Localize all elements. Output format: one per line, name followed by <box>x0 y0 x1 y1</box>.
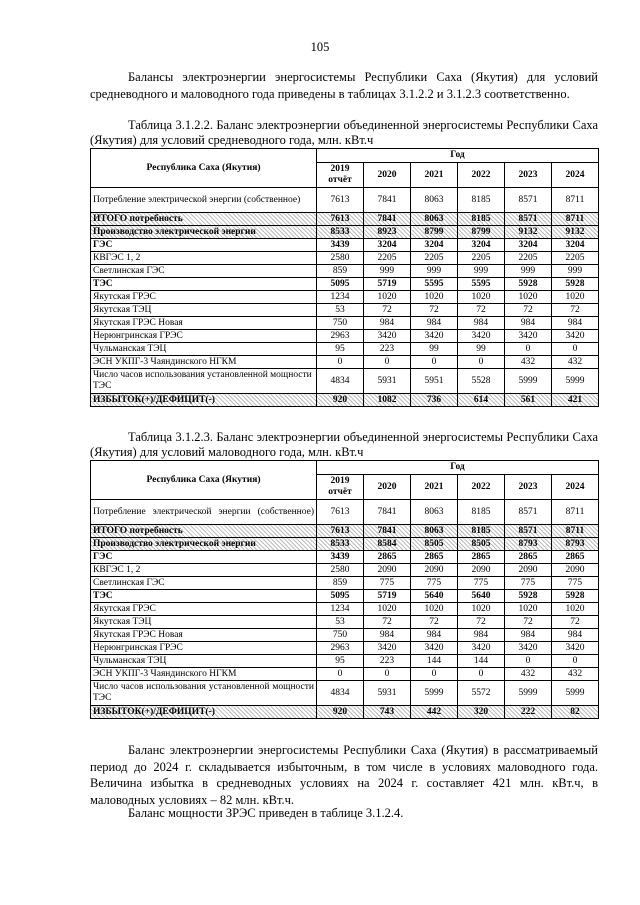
row-label: ЭСН УКПГ-3 Чаяндинского НГКМ <box>91 668 317 681</box>
value-cell: 7841 <box>364 525 411 538</box>
value-cell: 5640 <box>458 590 505 603</box>
value-cell: 3420 <box>411 330 458 343</box>
row-label: Производство электрической энергии <box>91 226 317 239</box>
value-cell: 999 <box>505 265 552 278</box>
row-label: Чульманская ТЭЦ <box>91 343 317 356</box>
table-row <box>91 343 599 356</box>
value-cell: 984 <box>458 317 505 330</box>
value-cell: 775 <box>552 577 599 590</box>
conclusion-paragraph: Баланс электроэнергии энергосистемы Республики Саха (Якутия) в рассматриваемый период до 2024 г. складывается избыточным, в том числе в условиях маловодного года. Величина избытка в средневодных условиях на 2024 г. составляет 421 млн. кВт.ч, в маловодных условиях – 82 млн. кВт.ч. <box>90 743 598 807</box>
balance-table-medium-water <box>90 148 599 407</box>
value-cell: 775 <box>411 577 458 590</box>
value-cell: 999 <box>552 265 599 278</box>
value-cell: 5095 <box>317 590 364 603</box>
value-cell: 859 <box>317 265 364 278</box>
row-label: Число часов использования установленной мощности ТЭС <box>91 369 317 394</box>
value-cell: 5595 <box>458 278 505 291</box>
row-label: Якутская ТЭЦ <box>91 616 317 629</box>
header-year-cell: 2019 отчёт <box>317 475 364 500</box>
value-cell: 1020 <box>458 291 505 304</box>
value-cell: 5640 <box>411 590 458 603</box>
value-cell: 432 <box>505 668 552 681</box>
value-cell: 5999 <box>505 369 552 394</box>
table-row <box>91 538 599 551</box>
value-cell: 8533 <box>317 226 364 239</box>
header-year-cell: 2021 <box>411 163 458 188</box>
value-cell: 5931 <box>364 681 411 706</box>
value-cell: 2090 <box>411 564 458 577</box>
row-label: ИЗБЫТОК(+)/ДЕФИЦИТ(-) <box>91 394 317 407</box>
value-cell: 0 <box>552 343 599 356</box>
value-cell: 750 <box>317 629 364 642</box>
value-cell: 8793 <box>552 538 599 551</box>
balance-table-low-water <box>90 460 599 719</box>
header-year-cell: 2023 <box>505 163 552 188</box>
row-label: ИТОГО потребность <box>91 213 317 226</box>
value-cell: 2090 <box>458 564 505 577</box>
value-cell: 5528 <box>458 369 505 394</box>
value-cell: 95 <box>317 343 364 356</box>
header-year-cell: 2019 отчёт <box>317 163 364 188</box>
value-cell: 8799 <box>458 226 505 239</box>
value-cell: 1020 <box>364 603 411 616</box>
value-cell: 8505 <box>411 538 458 551</box>
table-row <box>91 603 599 616</box>
value-cell: 984 <box>505 629 552 642</box>
value-cell: 2090 <box>364 564 411 577</box>
value-cell: 2865 <box>458 551 505 564</box>
table-row <box>91 577 599 590</box>
value-cell: 8571 <box>505 213 552 226</box>
row-label: Потребление электрической энергии (собственное) <box>91 500 317 525</box>
table-row <box>91 252 599 265</box>
value-cell: 8711 <box>552 213 599 226</box>
table-row <box>91 369 599 394</box>
value-cell: 2580 <box>317 564 364 577</box>
row-label: Светлинская ГЭС <box>91 265 317 278</box>
value-cell: 1020 <box>411 603 458 616</box>
row-label: Число часов использования установленной мощности ТЭС <box>91 681 317 706</box>
row-label: ИТОГО потребность <box>91 525 317 538</box>
table-caption: Таблица 3.1.2.2. Баланс электроэнергии объединенной энергосистемы Республики Саха (Якутия) для условий средневодного года, млн. кВт.ч <box>90 118 598 147</box>
value-cell: 432 <box>552 356 599 369</box>
table-row <box>91 291 599 304</box>
row-label: Якутская ГРЭС Новая <box>91 317 317 330</box>
value-cell: 144 <box>411 655 458 668</box>
table-row <box>91 278 599 291</box>
value-cell: 8533 <box>317 538 364 551</box>
value-cell: 0 <box>364 356 411 369</box>
value-cell: 8711 <box>552 500 599 525</box>
value-cell: 8063 <box>411 213 458 226</box>
row-label: КВГЭС 1, 2 <box>91 564 317 577</box>
value-cell: 5999 <box>505 681 552 706</box>
table-row <box>91 564 599 577</box>
value-cell: 72 <box>458 304 505 317</box>
row-label: ИЗБЫТОК(+)/ДЕФИЦИТ(-) <box>91 706 317 719</box>
value-cell: 743 <box>364 706 411 719</box>
value-cell: 859 <box>317 577 364 590</box>
value-cell: 5999 <box>552 369 599 394</box>
value-cell: 1020 <box>458 603 505 616</box>
value-cell: 8063 <box>411 500 458 525</box>
value-cell: 984 <box>552 317 599 330</box>
table-row <box>91 265 599 278</box>
value-cell: 5928 <box>552 278 599 291</box>
row-label: ГЭС <box>91 239 317 252</box>
table-row <box>91 706 599 719</box>
value-cell: 1020 <box>505 603 552 616</box>
value-cell: 442 <box>411 706 458 719</box>
value-cell: 5928 <box>505 590 552 603</box>
value-cell: 2090 <box>552 564 599 577</box>
value-cell: 8571 <box>505 525 552 538</box>
value-cell: 5572 <box>458 681 505 706</box>
value-cell: 5719 <box>364 278 411 291</box>
value-cell: 7613 <box>317 525 364 538</box>
value-cell: 5595 <box>411 278 458 291</box>
value-cell: 8711 <box>552 188 599 213</box>
value-cell: 4834 <box>317 369 364 394</box>
value-cell: 72 <box>552 304 599 317</box>
value-cell: 561 <box>505 394 552 407</box>
table-row <box>91 330 599 343</box>
value-cell: 3420 <box>458 330 505 343</box>
value-cell: 8185 <box>458 188 505 213</box>
value-cell: 0 <box>317 668 364 681</box>
value-cell: 1234 <box>317 291 364 304</box>
value-cell: 3420 <box>458 642 505 655</box>
header-year-cell: 2022 <box>458 475 505 500</box>
value-cell: 7841 <box>364 213 411 226</box>
value-cell: 0 <box>505 655 552 668</box>
value-cell: 2205 <box>364 252 411 265</box>
value-cell: 2205 <box>458 252 505 265</box>
value-cell: 0 <box>505 343 552 356</box>
value-cell: 614 <box>458 394 505 407</box>
value-cell: 2205 <box>505 252 552 265</box>
value-cell: 222 <box>505 706 552 719</box>
row-label: Производство электрической энергии <box>91 538 317 551</box>
value-cell: 7841 <box>364 500 411 525</box>
value-cell: 3439 <box>317 239 364 252</box>
value-cell: 1082 <box>364 394 411 407</box>
value-cell: 72 <box>458 616 505 629</box>
value-cell: 775 <box>364 577 411 590</box>
value-cell: 2205 <box>411 252 458 265</box>
value-cell: 99 <box>411 343 458 356</box>
value-cell: 2963 <box>317 642 364 655</box>
value-cell: 72 <box>411 616 458 629</box>
header-year-group: Год <box>317 461 599 475</box>
value-cell: 984 <box>411 629 458 642</box>
value-cell: 432 <box>505 356 552 369</box>
row-label: Чульманская ТЭЦ <box>91 655 317 668</box>
value-cell: 920 <box>317 394 364 407</box>
table-row <box>91 590 599 603</box>
value-cell: 4834 <box>317 681 364 706</box>
value-cell: 72 <box>552 616 599 629</box>
value-cell: 9132 <box>505 226 552 239</box>
value-cell: 72 <box>364 304 411 317</box>
value-cell: 8711 <box>552 525 599 538</box>
value-cell: 999 <box>411 265 458 278</box>
table-row <box>91 642 599 655</box>
value-cell: 2865 <box>411 551 458 564</box>
value-cell: 8923 <box>364 226 411 239</box>
value-cell: 95 <box>317 655 364 668</box>
value-cell: 7841 <box>364 188 411 213</box>
value-cell: 5951 <box>411 369 458 394</box>
row-label: Якутская ГРЭС Новая <box>91 629 317 642</box>
value-cell: 5999 <box>552 681 599 706</box>
value-cell: 82 <box>552 706 599 719</box>
table-row <box>91 616 599 629</box>
value-cell: 0 <box>458 356 505 369</box>
value-cell: 3420 <box>552 330 599 343</box>
header-year-cell: 2020 <box>364 475 411 500</box>
value-cell: 920 <box>317 706 364 719</box>
value-cell: 8799 <box>411 226 458 239</box>
value-cell: 736 <box>411 394 458 407</box>
row-label: Якутская ТЭЦ <box>91 304 317 317</box>
value-cell: 984 <box>411 317 458 330</box>
value-cell: 8185 <box>458 500 505 525</box>
value-cell: 8063 <box>411 525 458 538</box>
value-cell: 2090 <box>505 564 552 577</box>
value-cell: 8063 <box>411 188 458 213</box>
row-label: Якутская ГРЭС <box>91 603 317 616</box>
value-cell: 5719 <box>364 590 411 603</box>
table-row <box>91 394 599 407</box>
table-row <box>91 188 599 213</box>
row-label: Потребление электрической энергии (собственное) <box>91 188 317 213</box>
value-cell: 3420 <box>411 642 458 655</box>
value-cell: 3204 <box>364 239 411 252</box>
value-cell: 223 <box>364 655 411 668</box>
value-cell: 984 <box>364 629 411 642</box>
value-cell: 984 <box>505 317 552 330</box>
table-row <box>91 525 599 538</box>
table-caption: Таблица 3.1.2.3. Баланс электроэнергии объединенной энергосистемы Республики Саха (Якутия) для условий маловодного года, млн. кВт.ч <box>90 430 598 459</box>
intro-paragraph: Балансы электроэнергии энергосистемы Республики Саха (Якутия) для условий средневодного и маловодного года приведены в таблицах 3.1.2.2 и 3.1.2.3 соответственно. <box>90 70 598 101</box>
value-cell: 320 <box>458 706 505 719</box>
value-cell: 1020 <box>552 291 599 304</box>
table-row <box>91 356 599 369</box>
value-cell: 8505 <box>458 538 505 551</box>
value-cell: 5928 <box>505 278 552 291</box>
value-cell: 72 <box>505 616 552 629</box>
row-label: ЭСН УКПГ-3 Чаяндинского НГКМ <box>91 356 317 369</box>
value-cell: 984 <box>364 317 411 330</box>
value-cell: 8185 <box>458 525 505 538</box>
value-cell: 5928 <box>552 590 599 603</box>
row-label: ТЭС <box>91 278 317 291</box>
table-row <box>91 213 599 226</box>
value-cell: 53 <box>317 616 364 629</box>
value-cell: 0 <box>364 668 411 681</box>
value-cell: 144 <box>458 655 505 668</box>
value-cell: 72 <box>411 304 458 317</box>
value-cell: 750 <box>317 317 364 330</box>
value-cell: 2865 <box>552 551 599 564</box>
table-row <box>91 551 599 564</box>
header-region-label: Республика Саха (Якутия) <box>91 149 317 188</box>
value-cell: 3439 <box>317 551 364 564</box>
value-cell: 2205 <box>552 252 599 265</box>
value-cell: 1234 <box>317 603 364 616</box>
value-cell: 421 <box>552 394 599 407</box>
value-cell: 9132 <box>552 226 599 239</box>
value-cell: 775 <box>458 577 505 590</box>
value-cell: 72 <box>505 304 552 317</box>
value-cell: 3204 <box>552 239 599 252</box>
value-cell: 8185 <box>458 213 505 226</box>
value-cell: 1020 <box>505 291 552 304</box>
header-year-cell: 2020 <box>364 163 411 188</box>
page-number: 105 <box>310 40 330 54</box>
header-year-group: Год <box>317 149 599 163</box>
row-label: Нерюнгринская ГРЭС <box>91 642 317 655</box>
header-year-cell: 2024 <box>552 163 599 188</box>
value-cell: 775 <box>505 577 552 590</box>
value-cell: 3204 <box>505 239 552 252</box>
row-label: КВГЭС 1, 2 <box>91 252 317 265</box>
table-row <box>91 655 599 668</box>
table-row <box>91 668 599 681</box>
value-cell: 8571 <box>505 188 552 213</box>
value-cell: 8571 <box>505 500 552 525</box>
value-cell: 8793 <box>505 538 552 551</box>
value-cell: 2580 <box>317 252 364 265</box>
value-cell: 432 <box>552 668 599 681</box>
value-cell: 0 <box>458 668 505 681</box>
value-cell: 7613 <box>317 188 364 213</box>
value-cell: 7613 <box>317 500 364 525</box>
table-row <box>91 304 599 317</box>
value-cell: 0 <box>411 356 458 369</box>
value-cell: 8584 <box>364 538 411 551</box>
reference-note: Баланс мощности ЗРЭС приведен в таблице 3.1.2.4. <box>128 806 404 820</box>
value-cell: 3420 <box>505 642 552 655</box>
value-cell: 999 <box>458 265 505 278</box>
table-row <box>91 239 599 252</box>
header-year-cell: 2022 <box>458 163 505 188</box>
row-label: ГЭС <box>91 551 317 564</box>
value-cell: 3420 <box>552 642 599 655</box>
table-row <box>91 317 599 330</box>
row-label: Нерюнгринская ГРЭС <box>91 330 317 343</box>
header-year-cell: 2023 <box>505 475 552 500</box>
value-cell: 0 <box>552 655 599 668</box>
header-year-cell: 2021 <box>411 475 458 500</box>
header-year-cell: 2024 <box>552 475 599 500</box>
value-cell: 53 <box>317 304 364 317</box>
value-cell: 99 <box>458 343 505 356</box>
value-cell: 3420 <box>364 642 411 655</box>
value-cell: 999 <box>364 265 411 278</box>
value-cell: 5999 <box>411 681 458 706</box>
value-cell: 2865 <box>364 551 411 564</box>
value-cell: 5095 <box>317 278 364 291</box>
table-row <box>91 629 599 642</box>
value-cell: 7613 <box>317 213 364 226</box>
value-cell: 1020 <box>364 291 411 304</box>
value-cell: 0 <box>317 356 364 369</box>
value-cell: 984 <box>458 629 505 642</box>
value-cell: 223 <box>364 343 411 356</box>
value-cell: 5931 <box>364 369 411 394</box>
value-cell: 2865 <box>505 551 552 564</box>
row-label: Якутская ГРЭС <box>91 291 317 304</box>
value-cell: 2963 <box>317 330 364 343</box>
value-cell: 3420 <box>364 330 411 343</box>
value-cell: 72 <box>364 616 411 629</box>
value-cell: 3420 <box>505 330 552 343</box>
row-label: ТЭС <box>91 590 317 603</box>
value-cell: 3204 <box>458 239 505 252</box>
value-cell: 1020 <box>552 603 599 616</box>
value-cell: 0 <box>411 668 458 681</box>
row-label: Светлинская ГЭС <box>91 577 317 590</box>
table-row <box>91 681 599 706</box>
table-row <box>91 500 599 525</box>
table-row <box>91 226 599 239</box>
value-cell: 984 <box>552 629 599 642</box>
header-region-label: Республика Саха (Якутия) <box>91 461 317 500</box>
value-cell: 1020 <box>411 291 458 304</box>
value-cell: 3204 <box>411 239 458 252</box>
